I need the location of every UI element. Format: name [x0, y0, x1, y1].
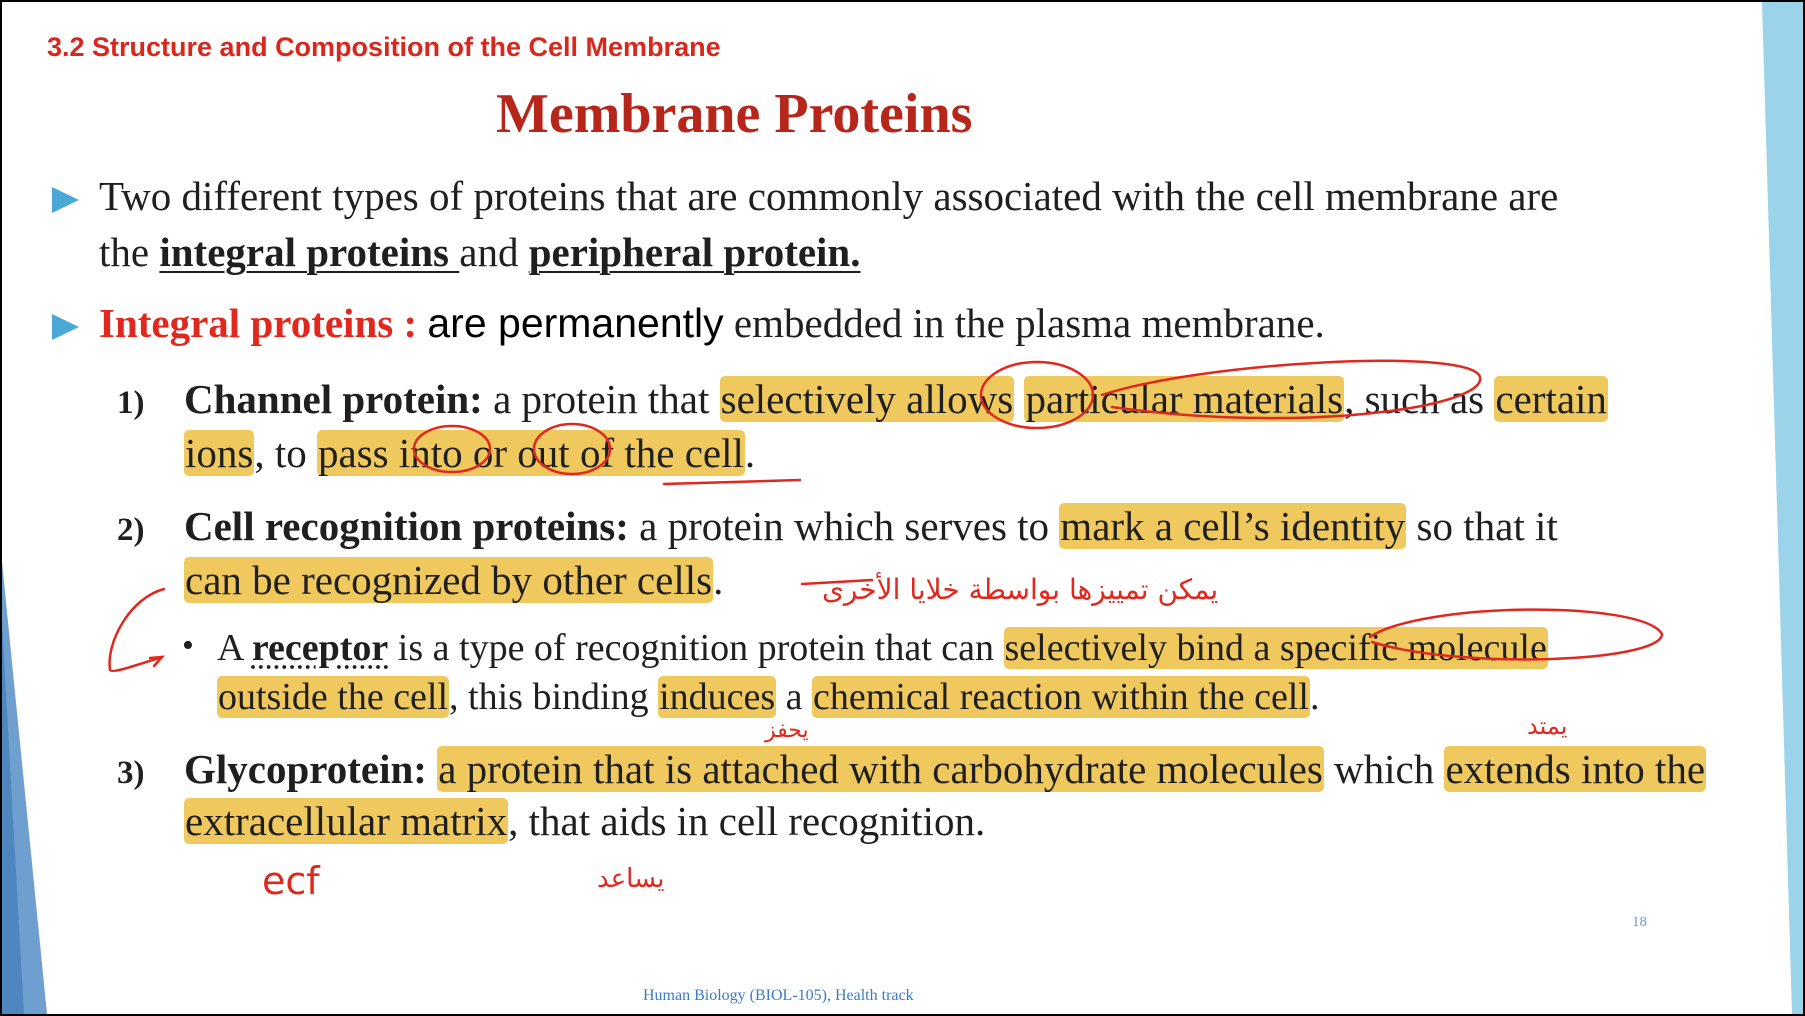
page-number: 18: [1632, 914, 1647, 930]
highlight: a protein that is attached with carbohydrate molecules: [438, 746, 1323, 792]
slide-footer: Human Biology (BIOL-105), Health track: [643, 987, 914, 1004]
item1-line2: ions, to pass into or out of the cell.: [185, 430, 756, 476]
item-number: 1): [117, 385, 145, 421]
ecf-note: ecf: [262, 859, 320, 903]
receptor-line2: outside the cell, this binding induces a chemical reaction within the cell.: [218, 676, 1320, 718]
receptor-line1: A receptor is a type of recognition protein that can selectively bind a specific molecule: [217, 627, 1547, 669]
highlight: particular materials: [1025, 376, 1344, 422]
arabic-aids: يساعد: [597, 864, 665, 894]
item-number: 3): [117, 755, 145, 791]
item2-line2: can be recognized by other cells.: [185, 557, 724, 603]
term-cell-recognition-proteins: Cell recognition proteins:: [184, 503, 629, 549]
highlight: can be recognized by other cells: [185, 557, 713, 603]
sub-bullet-dot: •: [182, 627, 194, 664]
highlight: certain: [1495, 376, 1607, 422]
term-glycoprotein: Glycoprotein:: [184, 746, 427, 792]
arabic-induces: يحفز: [765, 718, 809, 743]
item2-line1: Cell recognition proteins: a protein which serves to mark a cell’s identity so that it: [184, 503, 1558, 549]
highlight: pass into or out of the cell: [318, 430, 744, 476]
slide-title: Membrane Proteins: [496, 83, 973, 145]
highlight: mark a cell’s identity: [1060, 503, 1406, 549]
item1-line1: Channel protein: a protein that selectively allows particular materials, such as certain: [184, 376, 1607, 422]
item3-line1: Glycoprotein: a protein that is attached with carbohydrate molecules which extends into the: [184, 746, 1706, 792]
bullet1-line1: Two different types of proteins that are commonly associated with the cell membrane are: [99, 173, 1559, 219]
highlight: selectively allows: [720, 376, 1014, 422]
bullet2-line: Integral proteins : are permanently embedded in the plasma membrane.: [99, 300, 1325, 346]
highlight: chemical reaction within the cell: [813, 676, 1309, 718]
bullet-arrow-icon: [52, 314, 79, 340]
term-peripheral-protein: peripheral protein.: [528, 229, 861, 275]
highlight: induces: [659, 676, 776, 718]
term-integral-proteins-heading: Integral proteins :: [99, 300, 428, 346]
term-integral-proteins: integral proteins: [159, 229, 460, 275]
bullet-arrow-icon: [52, 187, 79, 213]
item-number: 2): [117, 512, 145, 548]
term-receptor: receptor: [251, 627, 389, 669]
section-heading: 3.2 Structure and Composition of the Cell Membrane: [47, 32, 721, 62]
highlight: extracellular matrix: [185, 798, 508, 844]
item3-line2: extracellular matrix, that aids in cell recognition.: [185, 798, 986, 844]
highlight: extends into the: [1445, 746, 1706, 792]
bullet1-line2: the integral proteins and peripheral protein.: [99, 229, 861, 275]
arabic-extends: يمتد: [1527, 712, 1568, 740]
arabic-note: يمكن تمييزها بواسطة خلايا الأخرى: [822, 573, 1219, 606]
highlight: selectively bind a specific molecule: [1004, 627, 1547, 669]
term-channel-protein: Channel protein:: [184, 376, 483, 422]
slide: [2, 2, 1803, 1014]
right-blue-accent: [1762, 2, 1803, 1014]
highlight: outside the cell: [218, 676, 449, 718]
highlight: ions: [185, 430, 254, 476]
